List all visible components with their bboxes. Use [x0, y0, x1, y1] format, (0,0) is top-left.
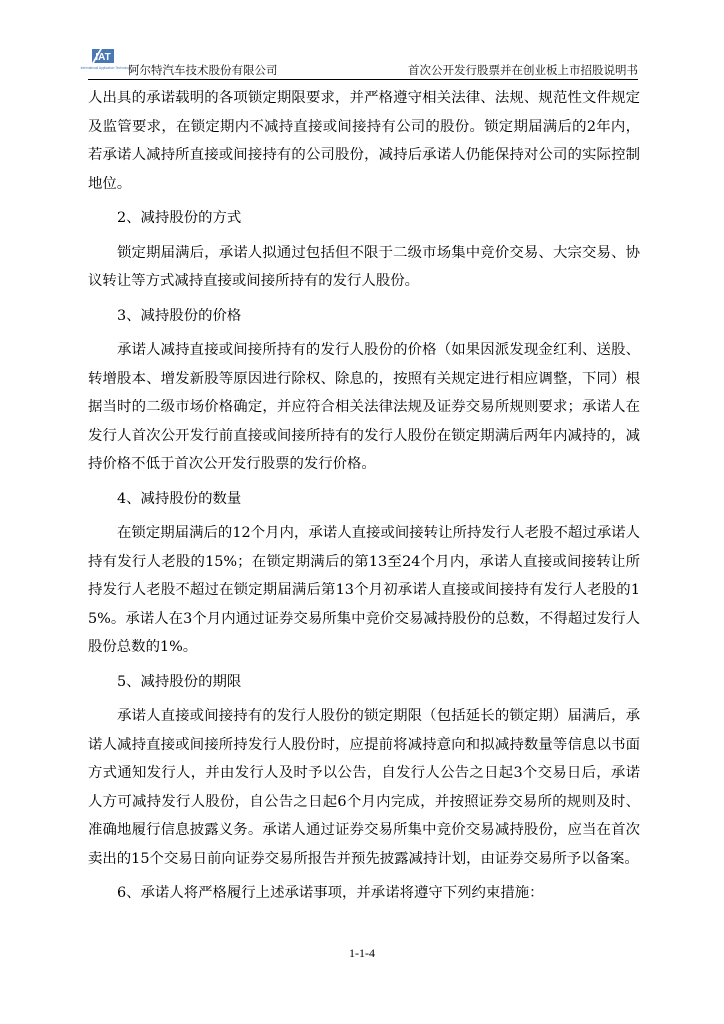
logo-text: IAT	[95, 52, 111, 63]
paragraph-4: 在锁定期届满后的12个月内，承诺人直接或间接转让所持发行人老股不超过承诺人持有发行人老股的15%；在锁定期满后的第13至24个月内，承诺人直接或间接转让所持发行人老股不超过在锁定期届满后第13个月初承诺人直接或间接持有发行人老股的15%。承诺人在3个月内通过证券交易所集中竞价交易减持股份的总数，不得超过发行人股份总数的1%。	[88, 525, 640, 655]
company-logo	[80, 47, 132, 77]
section-heading-5: 5、减持股份的期限	[117, 673, 242, 690]
header-divider	[88, 79, 638, 80]
section-heading-3: 3、减持股份的价格	[117, 307, 242, 324]
paragraph-5: 承诺人直接或间接持有的发行人股份的锁定期限（包括延长的锁定期）届满后，承诺人减持直接或间接所持发行人股份时，应提前将减持意向和拟减持数量等信息以书面方式通知发行人，并由发行人及时予以公告，自发行人公告之日起3个交易日后，承诺人方可减持发行人股份，自公告之日起6个月内完成，并按照证券交易所的规则及时、准确地履行信息披露义务。承诺人通过证券交易所集中竞价交易减持股份，应当在首次卖出的15个交易日前向证券交易所报告并预先披露减持计划，由证券交易所予以备案。	[88, 708, 640, 867]
document-title: 首次公开发行股票并在创业板上市招股说明书	[408, 63, 638, 77]
page-number: 1-1-4	[349, 946, 375, 960]
paragraph-3: 承诺人减持直接或间接所持有的发行人股份的价格（如果因派发现金红利、送股、转增股本、增发新股等原因进行除权、除息的，按照有关规定进行相应调整，下同）根据当时的二级市场价格确定，并应符合相关法律法规及证券交易所规则要求；承诺人在发行人首次公开发行前直接或间接所持有的发行人股份在锁定期满后两年内减持的，减持价格不低于首次公开发行股票的发行价格。	[88, 342, 640, 472]
document-body	[88, 84, 640, 908]
paragraph-2: 锁定期届满后，承诺人拟通过包括但不限于二级市场集中竞价交易、大宗交易、协议转让等方式减持直接或间接所持有的发行人股份。	[88, 244, 640, 289]
section-heading-4: 4、减持股份的数量	[117, 490, 242, 507]
company-name: 阿尔特汽车技术股份有限公司	[128, 63, 278, 77]
section-heading-2: 2、减持股份的方式	[117, 210, 242, 226]
section-heading-6: 6、承诺人将严格履行上述承诺事项，并承诺将遵守下列约束措施：	[117, 885, 544, 901]
page-header	[80, 47, 638, 77]
logo-subtext: International Application Technology	[80, 66, 132, 70]
paragraph-continued: 人出具的承诺载明的各项锁定期限要求，并严格遵守相关法律、法规、规范性文件规定及监管要求，在锁定期内不减持直接或间接持有公司的股份。锁定期届满后的2年内，若承诺人减持所直接或间接持有的公司股份，减持后承诺人仍能保持对公司的实际控制地位。	[88, 90, 640, 192]
